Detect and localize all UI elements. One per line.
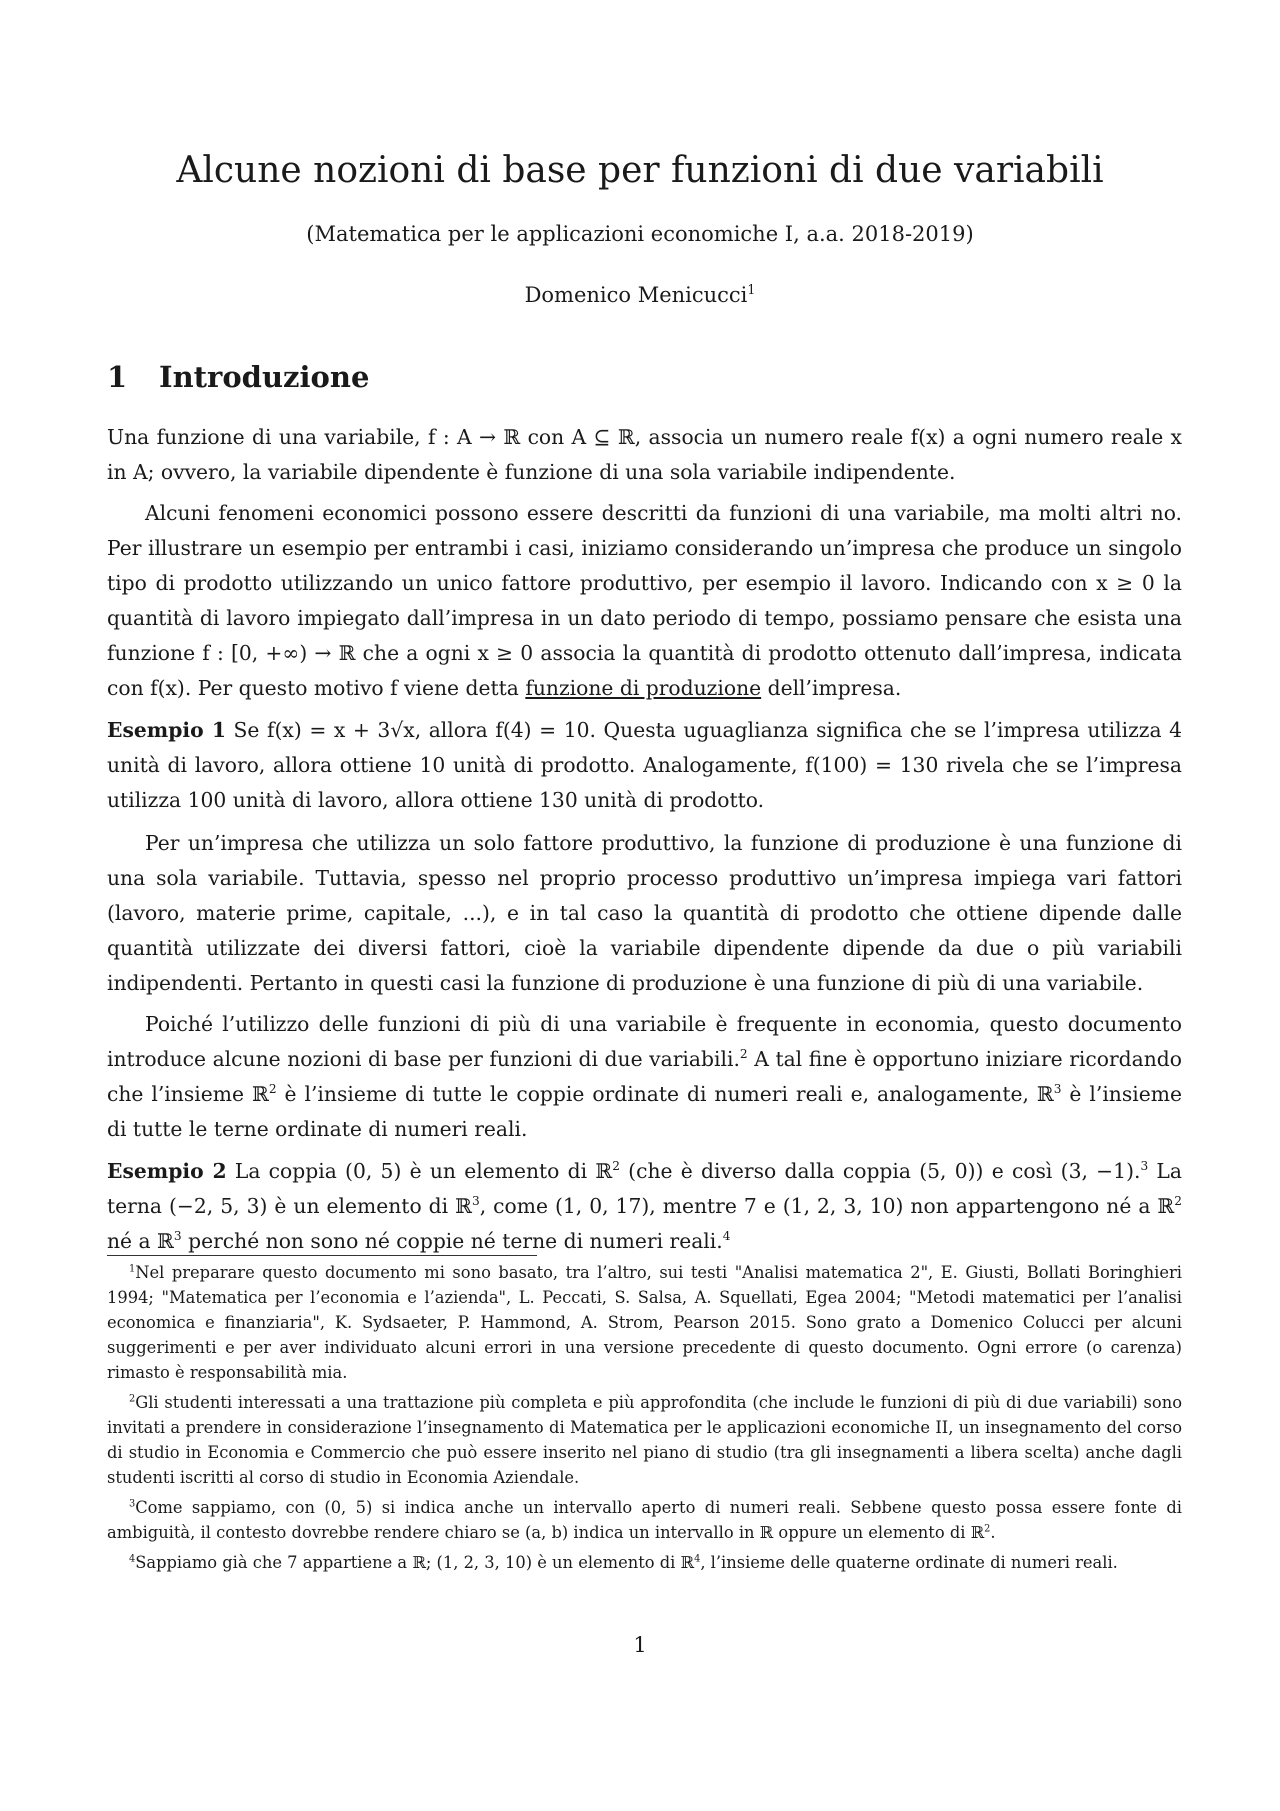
text-span: La coppia (0, 5) è un elemento di ℝ	[226, 1159, 613, 1183]
document-title: Alcune nozioni di base per funzioni di due variabili	[176, 150, 1104, 191]
text-span: Alcuni fenomeni economici possono essere descritti da funzioni di una variabile, ma molti altri no. Per illustrare un esempio per entrambi i casi, iniziamo considerando un’impresa che produce un singolo tipo di prodotto utilizzando un unico fattore produttivo, per esempio il lavoro. Indicando con x ≥ 0 la quantità di lavoro impiegato dall’impresa in un dato periodo di tempo, possiamo pensare che esista una funzione f : [0, +∞) → ℝ che a ogni x ≥ 0 associa la quantità di prodotto ottenuto dall’impresa, indicata con f(x). Per questo motivo f viene detta	[107, 501, 1182, 700]
exponent: 3	[1053, 1082, 1062, 1097]
footnote-mark: 3	[129, 1498, 136, 1510]
author-line	[0, 283, 1280, 307]
paragraph: Per un’impresa che utilizza un solo fattore produttivo, la funzione di produzione è una funzione di una sola variabile. Tuttavia, spesso nel proprio processo produttivo un’impresa impiega vari fattori (lavoro, materie prime, capitale, ...), e in tal caso la quantità di prodotto che ottiene dipende dalle quantità utilizzate dei diversi fattori, cioè la variabile dipendente dipende da due o più variabili indipendenti. Pertanto in questi casi la funzione di produzione è una funzione di più di una variabile.	[107, 831, 1182, 995]
text-span: .	[990, 1523, 996, 1542]
example-label: Esempio 1	[107, 718, 226, 742]
paragraph	[107, 1007, 1182, 1147]
document-subtitle: (Matematica per le applicazioni economiche I, a.a. 2018-2019)	[306, 222, 974, 246]
exponent: 3	[173, 1229, 182, 1244]
text-span: è l’insieme di tutte le coppie ordinate di numeri reali e, analogamente, ℝ	[276, 1082, 1054, 1106]
exponent: 2	[612, 1159, 620, 1174]
exponent: 2	[1174, 1194, 1182, 1209]
footnote	[107, 1550, 1182, 1575]
main-text	[107, 420, 1182, 1267]
text-span: La terna (−2, 5, 3) è un elemento di ℝ	[107, 1159, 1182, 1218]
author-name: Domenico Menicucci	[524, 283, 748, 307]
footnote-mark: 2	[129, 1393, 136, 1405]
footnote	[107, 1260, 1182, 1385]
text-span: , l’insieme delle quaterne ordinate di numeri reali.	[700, 1553, 1118, 1572]
paragraph	[107, 496, 1182, 706]
footnote-text: Gli studenti interessati a una trattazione più completa e più approfondita (che include le funzioni di più di due variabili) sono invitati a prendere in considerazione l’insegnamento di Matematica per le applicazioni economiche II, un insegnamento del corso di studio in Economia e Commercio che può essere inserito nel piano di studio (tra gli insegnamenti a libera scelta) anche dagli studenti iscritti al corso di studio in Economia Aziendale.	[107, 1393, 1182, 1487]
section-number: 1	[107, 360, 128, 394]
underlined-term: funzione di produzione	[525, 676, 762, 700]
text-span: , come (1, 0, 17), mentre 7 e (1, 2, 3, 10) non appartengono né a ℝ	[479, 1194, 1175, 1218]
text-span: dell’impresa.	[761, 676, 902, 700]
text-span: Poiché l’utilizzo delle funzioni di più di una variabile è frequente in economia, questo documento introduce alcune nozioni di base per funzioni di due variabili.	[107, 1012, 1182, 1071]
footnotes	[107, 1260, 1182, 1575]
exponent: 2	[268, 1082, 277, 1097]
text-span: (che è diverso dalla coppia (5, 0)) e così (3, −1).	[619, 1159, 1141, 1183]
example-label: Esempio 2	[107, 1159, 227, 1183]
section-heading	[107, 360, 369, 394]
exponent: 3	[471, 1194, 480, 1209]
exponent: 2	[984, 1523, 991, 1535]
footnote	[107, 1390, 1182, 1490]
footnote-text: Come sappiamo, con (0, 5) si indica anche un intervallo aperto di numeri reali. Sebbene questo possa essere fonte di ambiguità, il contesto dovrebbe rendere chiaro se (a, b) indica un intervallo in ℝ oppure un elemento di ℝ	[107, 1498, 1182, 1542]
footnote-rule	[107, 1255, 537, 1256]
section-title: Introduzione	[159, 360, 370, 394]
footnote-ref[interactable]: 1	[747, 282, 756, 297]
text-span: è l’insieme di tutte le terne ordinate di numeri reali.	[107, 1082, 1182, 1141]
page-number: 1	[633, 1633, 647, 1657]
exponent: 4	[694, 1553, 701, 1565]
example-text: Se f(x) = x + 3√x, allora f(4) = 10. Questa uguaglianza significa che se l’impresa utilizza 4 unità di lavoro, allora ottiene 10 unità di prodotto. Analogamente, f(100) = 130 rivela che se l’impresa utilizza 100 unità di lavoro, allora ottiene 130 unità di prodotto.	[107, 718, 1183, 812]
footnote-mark: 4	[129, 1553, 136, 1565]
example-2	[107, 1154, 1182, 1259]
paragraph: Una funzione di una variabile, f : A → ℝ con A ⊆ ℝ, associa un numero reale f(x) a ogni numero reale x in A; ovvero, la variabile dipendente è funzione di una sola variabile indipendente.	[107, 425, 1182, 484]
text-span: A tal fine è opportuno iniziare ricordando che l’insieme ℝ	[107, 1047, 1182, 1106]
footnote-ref[interactable]: 3	[1140, 1159, 1149, 1174]
example-1	[107, 713, 1182, 818]
footnote	[107, 1495, 1182, 1545]
footnote-ref[interactable]: 2	[739, 1047, 748, 1062]
text-span: né a ℝ	[107, 1229, 174, 1253]
footnote-mark: 1	[129, 1263, 136, 1275]
text-span: perché non sono né coppie né terne di numeri reali.	[181, 1229, 723, 1253]
footnote-text: Sappiamo già che 7 appartiene a ℝ; (1, 2, 3, 10) è un elemento di ℝ	[135, 1553, 695, 1572]
footnote-text: Nel preparare questo documento mi sono basato, tra l’altro, sui testi "Analisi matematica 2", E. Giusti, Bollati Boringhieri 1994; "Matematica per l’economia e l’azienda", L. Peccati, S. Salsa, A. Squellati, Egea 2004; "Metodi matematici per l’analisi economica e finanziaria", K. Sydsaeter, P. Hammond, A. Strom, Pearson 2015. Sono grato a Domenico Colucci per alcuni suggerimenti e per aver individuato alcuni errori in una versione precedente di questo documento. Ogni errore (o carenza) rimasto è responsabilità mia.	[107, 1263, 1182, 1382]
footnote-ref[interactable]: 4	[722, 1229, 731, 1244]
